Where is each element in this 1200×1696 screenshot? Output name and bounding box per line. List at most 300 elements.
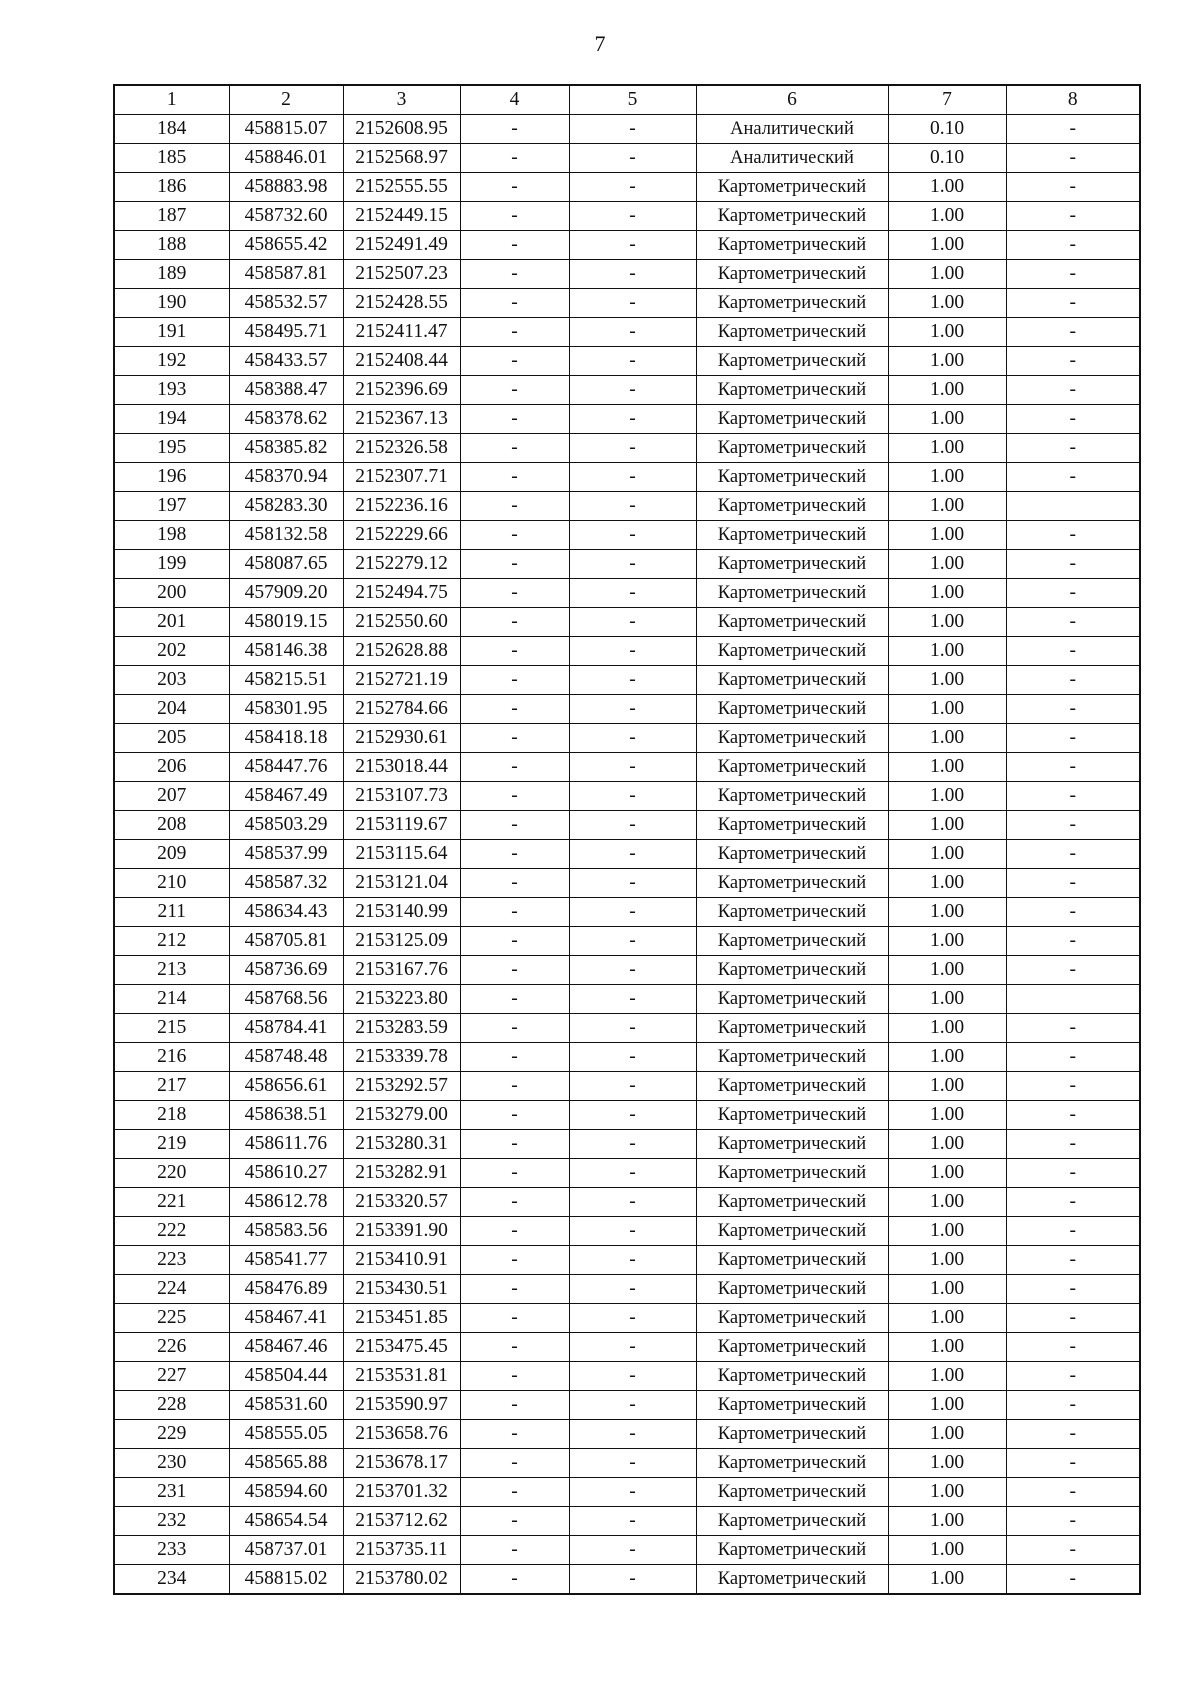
point-number-cell: 206	[114, 753, 229, 782]
accuracy-cell: 1.00	[888, 1478, 1006, 1507]
table-row	[114, 1333, 1140, 1362]
column-4-cell: -	[460, 1362, 569, 1391]
point-number-cell: 219	[114, 1130, 229, 1159]
column-8-cell: -	[1006, 318, 1140, 347]
column-4-cell: -	[460, 811, 569, 840]
table-row	[114, 115, 1140, 144]
column-8-cell: -	[1006, 869, 1140, 898]
point-number-cell: 184	[114, 115, 229, 144]
x-coordinate-cell: 458388.47	[229, 376, 343, 405]
y-coordinate-cell: 2153391.90	[343, 1217, 460, 1246]
column-8-cell: -	[1006, 1565, 1140, 1595]
column-4-cell: -	[460, 1391, 569, 1420]
y-coordinate-cell: 2153735.11	[343, 1536, 460, 1565]
point-number-cell: 191	[114, 318, 229, 347]
column-5-cell: -	[569, 434, 696, 463]
x-coordinate-cell: 458418.18	[229, 724, 343, 753]
point-number-cell: 215	[114, 1014, 229, 1043]
column-4-cell: -	[460, 376, 569, 405]
column-5-cell: -	[569, 289, 696, 318]
column-5-cell: -	[569, 173, 696, 202]
y-coordinate-cell: 2152326.58	[343, 434, 460, 463]
y-coordinate-cell: 2152279.12	[343, 550, 460, 579]
y-coordinate-cell: 2153115.64	[343, 840, 460, 869]
accuracy-cell: 1.00	[888, 898, 1006, 927]
accuracy-cell: 1.00	[888, 1188, 1006, 1217]
column-4-cell: -	[460, 521, 569, 550]
column-8-cell: -	[1006, 1449, 1140, 1478]
x-coordinate-cell: 458370.94	[229, 463, 343, 492]
method-cell: Картометрический	[696, 1449, 888, 1478]
x-coordinate-cell: 458531.60	[229, 1391, 343, 1420]
column-8-cell: -	[1006, 695, 1140, 724]
point-number-cell: 202	[114, 637, 229, 666]
column-4-cell: -	[460, 1246, 569, 1275]
table-row	[114, 869, 1140, 898]
method-cell: Картометрический	[696, 898, 888, 927]
accuracy-cell: 1.00	[888, 1275, 1006, 1304]
y-coordinate-cell: 2153140.99	[343, 898, 460, 927]
method-cell: Картометрический	[696, 1507, 888, 1536]
column-5-cell: -	[569, 869, 696, 898]
table-row	[114, 1304, 1140, 1333]
column-4-cell: -	[460, 202, 569, 231]
x-coordinate-cell: 458883.98	[229, 173, 343, 202]
point-number-cell: 228	[114, 1391, 229, 1420]
point-number-cell: 192	[114, 347, 229, 376]
table-row	[114, 347, 1140, 376]
x-coordinate-cell: 458503.29	[229, 811, 343, 840]
column-5-cell: -	[569, 463, 696, 492]
point-number-cell: 188	[114, 231, 229, 260]
x-coordinate-cell: 458433.57	[229, 347, 343, 376]
column-4-cell: -	[460, 637, 569, 666]
column-8-cell: -	[1006, 376, 1140, 405]
column-4-cell: -	[460, 405, 569, 434]
column-5-cell: -	[569, 1072, 696, 1101]
accuracy-cell: 1.00	[888, 318, 1006, 347]
page-number: 7	[594, 31, 606, 56]
x-coordinate-cell: 458532.57	[229, 289, 343, 318]
column-4-cell: -	[460, 579, 569, 608]
x-coordinate-cell: 458541.77	[229, 1246, 343, 1275]
x-coordinate-cell: 458504.44	[229, 1362, 343, 1391]
column-5-cell: -	[569, 144, 696, 173]
column-8-cell: -	[1006, 927, 1140, 956]
column-header-3: 3	[343, 85, 460, 115]
column-5-cell: -	[569, 1565, 696, 1595]
column-4-cell: -	[460, 1159, 569, 1188]
accuracy-cell: 1.00	[888, 1565, 1006, 1595]
method-cell: Картометрический	[696, 1072, 888, 1101]
accuracy-cell: 1.00	[888, 608, 1006, 637]
table-row	[114, 1391, 1140, 1420]
column-5-cell: -	[569, 231, 696, 260]
method-cell: Картометрический	[696, 579, 888, 608]
y-coordinate-cell: 2153119.67	[343, 811, 460, 840]
column-8-cell	[1006, 492, 1140, 521]
point-number-cell: 207	[114, 782, 229, 811]
accuracy-cell: 1.00	[888, 1217, 1006, 1246]
y-coordinate-cell: 2153678.17	[343, 1449, 460, 1478]
method-cell: Картометрический	[696, 1333, 888, 1362]
column-5-cell: -	[569, 376, 696, 405]
y-coordinate-cell: 2152507.23	[343, 260, 460, 289]
column-4-cell: -	[460, 1101, 569, 1130]
method-cell: Картометрический	[696, 231, 888, 260]
column-4-cell: -	[460, 144, 569, 173]
y-coordinate-cell: 2153018.44	[343, 753, 460, 782]
table-row	[114, 840, 1140, 869]
method-cell: Картометрический	[696, 463, 888, 492]
method-cell: Картометрический	[696, 1159, 888, 1188]
point-number-cell: 225	[114, 1304, 229, 1333]
x-coordinate-cell: 458583.56	[229, 1217, 343, 1246]
y-coordinate-cell: 2152721.19	[343, 666, 460, 695]
column-8-cell: -	[1006, 173, 1140, 202]
table-row	[114, 608, 1140, 637]
accuracy-cell: 1.00	[888, 173, 1006, 202]
accuracy-cell: 1.00	[888, 376, 1006, 405]
method-cell: Картометрический	[696, 202, 888, 231]
accuracy-cell: 1.00	[888, 1362, 1006, 1391]
column-5-cell: -	[569, 1536, 696, 1565]
point-number-cell: 221	[114, 1188, 229, 1217]
point-number-cell: 193	[114, 376, 229, 405]
point-number-cell: 189	[114, 260, 229, 289]
column-8-cell: -	[1006, 1420, 1140, 1449]
column-5-cell: -	[569, 753, 696, 782]
column-5-cell: -	[569, 811, 696, 840]
x-coordinate-cell: 458656.61	[229, 1072, 343, 1101]
table-row	[114, 1101, 1140, 1130]
column-8-cell: -	[1006, 202, 1140, 231]
accuracy-cell: 1.00	[888, 579, 1006, 608]
column-5-cell: -	[569, 724, 696, 753]
x-coordinate-cell: 458537.99	[229, 840, 343, 869]
column-8-cell: -	[1006, 405, 1140, 434]
point-number-cell: 185	[114, 144, 229, 173]
table-row	[114, 405, 1140, 434]
point-number-cell: 223	[114, 1246, 229, 1275]
column-5-cell: -	[569, 260, 696, 289]
column-8-cell: -	[1006, 898, 1140, 927]
column-4-cell: -	[460, 434, 569, 463]
accuracy-cell: 1.00	[888, 463, 1006, 492]
table-row	[114, 1014, 1140, 1043]
table-row	[114, 550, 1140, 579]
accuracy-cell: 0.10	[888, 144, 1006, 173]
y-coordinate-cell: 2152449.15	[343, 202, 460, 231]
point-number-cell: 200	[114, 579, 229, 608]
x-coordinate-cell: 458655.42	[229, 231, 343, 260]
y-coordinate-cell: 2153451.85	[343, 1304, 460, 1333]
point-number-cell: 217	[114, 1072, 229, 1101]
accuracy-cell: 1.00	[888, 637, 1006, 666]
point-number-cell: 187	[114, 202, 229, 231]
column-8-cell: -	[1006, 1072, 1140, 1101]
column-5-cell: -	[569, 1304, 696, 1333]
x-coordinate-cell: 458594.60	[229, 1478, 343, 1507]
method-cell: Картометрический	[696, 1188, 888, 1217]
table-row	[114, 579, 1140, 608]
x-coordinate-cell: 458587.32	[229, 869, 343, 898]
column-4-cell: -	[460, 1072, 569, 1101]
column-8-cell: -	[1006, 434, 1140, 463]
y-coordinate-cell: 2153107.73	[343, 782, 460, 811]
accuracy-cell: 1.00	[888, 1449, 1006, 1478]
column-4-cell: -	[460, 1507, 569, 1536]
method-cell: Картометрический	[696, 1565, 888, 1595]
column-8-cell: -	[1006, 1246, 1140, 1275]
method-cell: Картометрический	[696, 1130, 888, 1159]
y-coordinate-cell: 2152628.88	[343, 637, 460, 666]
x-coordinate-cell: 458476.89	[229, 1275, 343, 1304]
y-coordinate-cell: 2152784.66	[343, 695, 460, 724]
table-row	[114, 927, 1140, 956]
y-coordinate-cell: 2152411.47	[343, 318, 460, 347]
table-row	[114, 173, 1140, 202]
accuracy-cell: 1.00	[888, 869, 1006, 898]
method-cell: Картометрический	[696, 521, 888, 550]
x-coordinate-cell: 458467.46	[229, 1333, 343, 1362]
accuracy-cell: 1.00	[888, 521, 1006, 550]
method-cell: Картометрический	[696, 840, 888, 869]
column-4-cell: -	[460, 608, 569, 637]
accuracy-cell: 1.00	[888, 231, 1006, 260]
column-5-cell: -	[569, 579, 696, 608]
column-5-cell: -	[569, 898, 696, 927]
column-8-cell: -	[1006, 347, 1140, 376]
table-row	[114, 898, 1140, 927]
accuracy-cell: 1.00	[888, 840, 1006, 869]
column-header-2: 2	[229, 85, 343, 115]
column-8-cell: -	[1006, 579, 1140, 608]
column-5-cell: -	[569, 1275, 696, 1304]
coordinates-table	[113, 84, 1141, 1595]
accuracy-cell: 1.00	[888, 1014, 1006, 1043]
point-number-cell: 232	[114, 1507, 229, 1536]
column-8-cell: -	[1006, 1159, 1140, 1188]
table-row	[114, 1188, 1140, 1217]
method-cell: Аналитический	[696, 115, 888, 144]
column-8-cell: -	[1006, 1043, 1140, 1072]
y-coordinate-cell: 2152608.95	[343, 115, 460, 144]
y-coordinate-cell: 2153780.02	[343, 1565, 460, 1595]
column-5-cell: -	[569, 1246, 696, 1275]
method-cell: Картометрический	[696, 347, 888, 376]
column-5-cell: -	[569, 985, 696, 1014]
table-row	[114, 666, 1140, 695]
y-coordinate-cell: 2153223.80	[343, 985, 460, 1014]
x-coordinate-cell: 457909.20	[229, 579, 343, 608]
x-coordinate-cell: 458638.51	[229, 1101, 343, 1130]
column-4-cell: -	[460, 1043, 569, 1072]
column-8-cell: -	[1006, 1130, 1140, 1159]
column-5-cell: -	[569, 202, 696, 231]
column-4-cell: -	[460, 869, 569, 898]
accuracy-cell: 1.00	[888, 260, 1006, 289]
table-row	[114, 1217, 1140, 1246]
point-number-cell: 209	[114, 840, 229, 869]
table-row	[114, 695, 1140, 724]
column-5-cell: -	[569, 1014, 696, 1043]
accuracy-cell: 1.00	[888, 550, 1006, 579]
column-8-cell: -	[1006, 463, 1140, 492]
column-4-cell: -	[460, 1188, 569, 1217]
column-5-cell: -	[569, 1478, 696, 1507]
column-5-cell: -	[569, 927, 696, 956]
column-header-8: 8	[1006, 85, 1140, 115]
column-8-cell: -	[1006, 753, 1140, 782]
y-coordinate-cell: 2153701.32	[343, 1478, 460, 1507]
accuracy-cell: 1.00	[888, 1246, 1006, 1275]
x-coordinate-cell: 458565.88	[229, 1449, 343, 1478]
table-row	[114, 1072, 1140, 1101]
y-coordinate-cell: 2153712.62	[343, 1507, 460, 1536]
column-5-cell: -	[569, 115, 696, 144]
accuracy-cell: 1.00	[888, 782, 1006, 811]
table-row	[114, 1565, 1140, 1595]
accuracy-cell: 1.00	[888, 724, 1006, 753]
accuracy-cell: 1.00	[888, 1391, 1006, 1420]
column-4-cell: -	[460, 1449, 569, 1478]
y-coordinate-cell: 2153320.57	[343, 1188, 460, 1217]
method-cell: Картометрический	[696, 666, 888, 695]
method-cell: Картометрический	[696, 811, 888, 840]
table-row	[114, 782, 1140, 811]
accuracy-cell: 1.00	[888, 1333, 1006, 1362]
column-5-cell: -	[569, 637, 696, 666]
table-row	[114, 318, 1140, 347]
y-coordinate-cell: 2152229.66	[343, 521, 460, 550]
column-4-cell: -	[460, 1565, 569, 1595]
y-coordinate-cell: 2153339.78	[343, 1043, 460, 1072]
y-coordinate-cell: 2152307.71	[343, 463, 460, 492]
method-cell: Картометрический	[696, 956, 888, 985]
x-coordinate-cell: 458495.71	[229, 318, 343, 347]
column-4-cell: -	[460, 173, 569, 202]
column-8-cell: -	[1006, 521, 1140, 550]
column-4-cell: -	[460, 318, 569, 347]
x-coordinate-cell: 458612.78	[229, 1188, 343, 1217]
point-number-cell: 231	[114, 1478, 229, 1507]
column-5-cell: -	[569, 405, 696, 434]
method-cell: Картометрический	[696, 724, 888, 753]
column-8-cell	[1006, 985, 1140, 1014]
column-5-cell: -	[569, 608, 696, 637]
method-cell: Картометрический	[696, 1043, 888, 1072]
accuracy-cell: 0.10	[888, 115, 1006, 144]
x-coordinate-cell: 458146.38	[229, 637, 343, 666]
accuracy-cell: 1.00	[888, 927, 1006, 956]
column-4-cell: -	[460, 115, 569, 144]
method-cell: Картометрический	[696, 289, 888, 318]
column-8-cell: -	[1006, 115, 1140, 144]
x-coordinate-cell: 458587.81	[229, 260, 343, 289]
accuracy-cell: 1.00	[888, 1304, 1006, 1333]
method-cell: Картометрический	[696, 695, 888, 724]
y-coordinate-cell: 2152367.13	[343, 405, 460, 434]
x-coordinate-cell: 458748.48	[229, 1043, 343, 1072]
point-number-cell: 199	[114, 550, 229, 579]
method-cell: Картометрический	[696, 1217, 888, 1246]
point-number-cell: 234	[114, 1565, 229, 1595]
column-4-cell: -	[460, 1478, 569, 1507]
table-row	[114, 724, 1140, 753]
column-5-cell: -	[569, 1101, 696, 1130]
accuracy-cell: 1.00	[888, 202, 1006, 231]
x-coordinate-cell: 458301.95	[229, 695, 343, 724]
y-coordinate-cell: 2152428.55	[343, 289, 460, 318]
method-cell: Картометрический	[696, 985, 888, 1014]
method-cell: Картометрический	[696, 637, 888, 666]
column-5-cell: -	[569, 318, 696, 347]
column-4-cell: -	[460, 1275, 569, 1304]
y-coordinate-cell: 2153280.31	[343, 1130, 460, 1159]
x-coordinate-cell: 458610.27	[229, 1159, 343, 1188]
table-row	[114, 1246, 1140, 1275]
method-cell: Картометрический	[696, 173, 888, 202]
table-row	[114, 1536, 1140, 1565]
table-header	[114, 85, 1140, 115]
column-5-cell: -	[569, 666, 696, 695]
point-number-cell: 233	[114, 1536, 229, 1565]
point-number-cell: 208	[114, 811, 229, 840]
column-8-cell: -	[1006, 1014, 1140, 1043]
table-row	[114, 289, 1140, 318]
point-number-cell: 220	[114, 1159, 229, 1188]
accuracy-cell: 1.00	[888, 1507, 1006, 1536]
column-8-cell: -	[1006, 782, 1140, 811]
column-4-cell: -	[460, 956, 569, 985]
x-coordinate-cell: 458768.56	[229, 985, 343, 1014]
column-4-cell: -	[460, 1536, 569, 1565]
x-coordinate-cell: 458215.51	[229, 666, 343, 695]
accuracy-cell: 1.00	[888, 1536, 1006, 1565]
method-cell: Картометрический	[696, 927, 888, 956]
y-coordinate-cell: 2153430.51	[343, 1275, 460, 1304]
method-cell: Картометрический	[696, 1304, 888, 1333]
y-coordinate-cell: 2152396.69	[343, 376, 460, 405]
column-8-cell: -	[1006, 1391, 1140, 1420]
point-number-cell: 205	[114, 724, 229, 753]
point-number-cell: 230	[114, 1449, 229, 1478]
table-row	[114, 1159, 1140, 1188]
method-cell: Картометрический	[696, 753, 888, 782]
y-coordinate-cell: 2152236.16	[343, 492, 460, 521]
column-5-cell: -	[569, 521, 696, 550]
x-coordinate-cell: 458467.41	[229, 1304, 343, 1333]
method-cell: Картометрический	[696, 1014, 888, 1043]
table-row	[114, 231, 1140, 260]
column-4-cell: -	[460, 1217, 569, 1246]
column-8-cell: -	[1006, 1188, 1140, 1217]
x-coordinate-cell: 458087.65	[229, 550, 343, 579]
table-row	[114, 1507, 1140, 1536]
x-coordinate-cell: 458467.49	[229, 782, 343, 811]
method-cell: Картометрический	[696, 1536, 888, 1565]
y-coordinate-cell: 2153658.76	[343, 1420, 460, 1449]
point-number-cell: 218	[114, 1101, 229, 1130]
point-number-cell: 229	[114, 1420, 229, 1449]
method-cell: Картометрический	[696, 318, 888, 347]
method-cell: Картометрический	[696, 405, 888, 434]
point-number-cell: 198	[114, 521, 229, 550]
column-5-cell: -	[569, 1420, 696, 1449]
x-coordinate-cell: 458634.43	[229, 898, 343, 927]
column-4-cell: -	[460, 1304, 569, 1333]
